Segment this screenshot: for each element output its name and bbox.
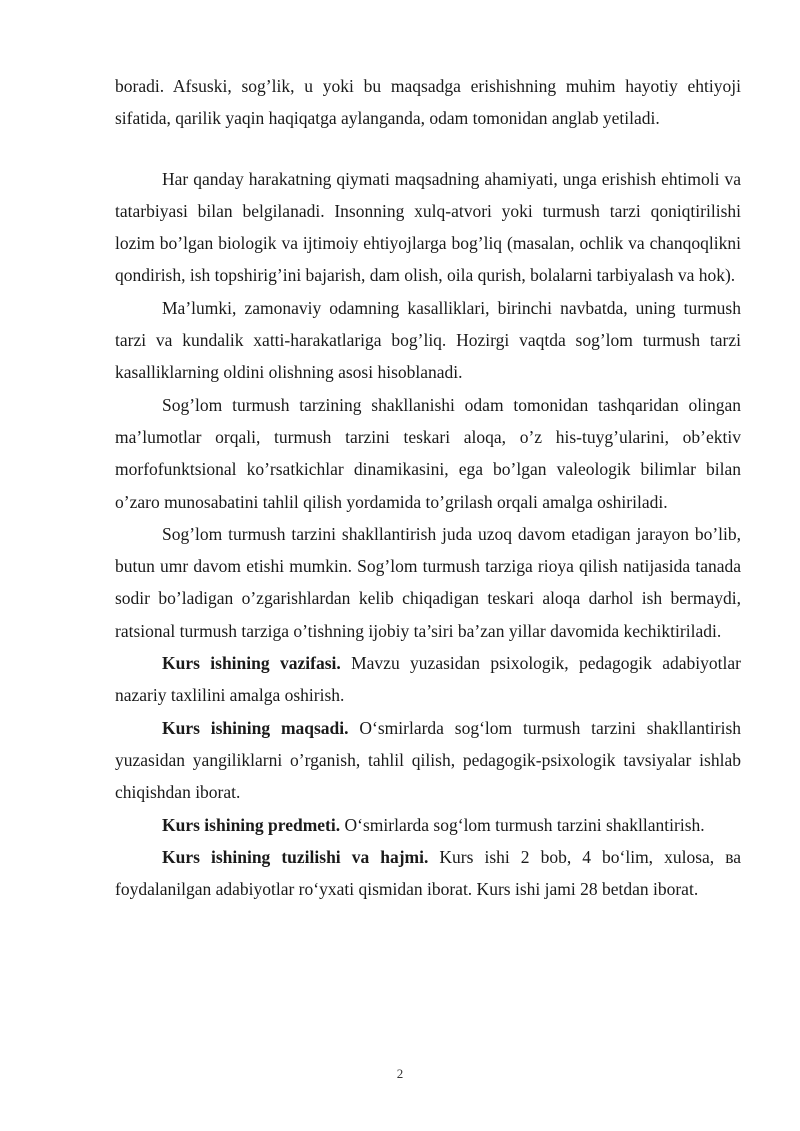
- page-number: 2: [396, 1066, 404, 1081]
- page-body: [115, 70, 741, 905]
- task-heading: Kurs ishining vazifasi.: [162, 653, 341, 674]
- paragraph-modern-diseases: Ma’lumki, zamonaviy odamning kasalliklari, birinchi navbatda, uning turmush tarzi va kundalik xatti-harakatlariga bog’liq. Hozirgi vaqtda sog’lom turmush tarzi kasalliklarning oldini olishning asosi hisoblanadi.: [115, 297, 741, 383]
- subject-heading: Kurs ishining predmeti.: [162, 814, 341, 835]
- paragraph-lifestyle-formation: Sog’lom turmush tarzining shakllanishi odam tomonidan tashqaridan olingan ma’lumotlar orqali, turmush tarzini teskari aloqa, o’z his-tuyg’ularini, ob’ektiv morfofunktsional ko’rsatkichlar dinamikasini, ega bo’lgan valeologik bilimlar bilan o’zaro munosabatini tahlil qilish yordamida to’grilash orqali amalga oshiriladi.: [115, 394, 741, 512]
- structure-text: Kurs ishi 2 bob, 4 bo‘lim, xulosa, ва foydalanilgan adabiyotlar ro‘yxati qismidan iborat. Kurs ishi jami 28 betdan iborat.: [115, 846, 741, 900]
- paragraph-structure: [115, 841, 741, 906]
- paragraph-lifestyle-process: Sog’lom turmush tarzini shakllantirish juda uzoq davom etadigan jarayon bo’lib, butun umr davom etishi mumkin. Sog’lom turmush tarziga rioya qilish natijasida tanada sodir bo’ladigan o’zgarishlardan kelib chiqadigan teskari aloqa darhol ish bermaydi, ratsional turmush tarziga o’tishning ijobiy ta’siri ba’zan yillar davomida kechiktiriladi.: [115, 523, 741, 641]
- paragraph-action-value: Har qanday harakatning qiymati maqsadning ahamiyati, unga erishish ehtimoli va tatarbiyasi bilan belgilanadi. Insonning xulq-atvori yoki turmush tarzi qoniqtirilishi lozim bo’lgan biologik va ijtimoiy ehtiyojlarga bog’liq (masalan, ochlik va chanqoqlikni qondirish, ish topshirig’ini bajarish, dam olish, oila qurish, bolalarni tarbiyalash va hok).: [115, 168, 741, 286]
- paragraph-subject: [115, 809, 741, 841]
- task-text: Mavzu yuzasidan psixologik, pedagogik adabiyotlar nazariy taxlilini amalga oshirish.: [115, 653, 741, 706]
- paragraph-continuation: boradi. Afsuski, sog’lik, u yoki bu maqsadga erishishning muhim hayotiy ehtiyoji sifatida, qarilik yaqin haqiqatga aylanganda, odam tomonidan anglab yetiladi.: [115, 76, 741, 129]
- subject-text: O‘smirlarda sog‘lom turmush tarzini shakllantirish.: [340, 814, 705, 835]
- structure-heading: Kurs ishining tuzilishi va hajmi.: [162, 846, 429, 867]
- paragraph-goal: [115, 712, 741, 809]
- goal-text: O‘smirlarda sog‘lom turmush tarzini shakllantirish yuzasidan yangiliklarni o’rganish, tahlil qilish, pedagogik-psixologik tavsiyalar ishlab chiqishdan iborat.: [115, 717, 741, 803]
- paragraph-task: [115, 647, 741, 712]
- goal-heading: Kurs ishining maqsadi.: [162, 717, 349, 738]
